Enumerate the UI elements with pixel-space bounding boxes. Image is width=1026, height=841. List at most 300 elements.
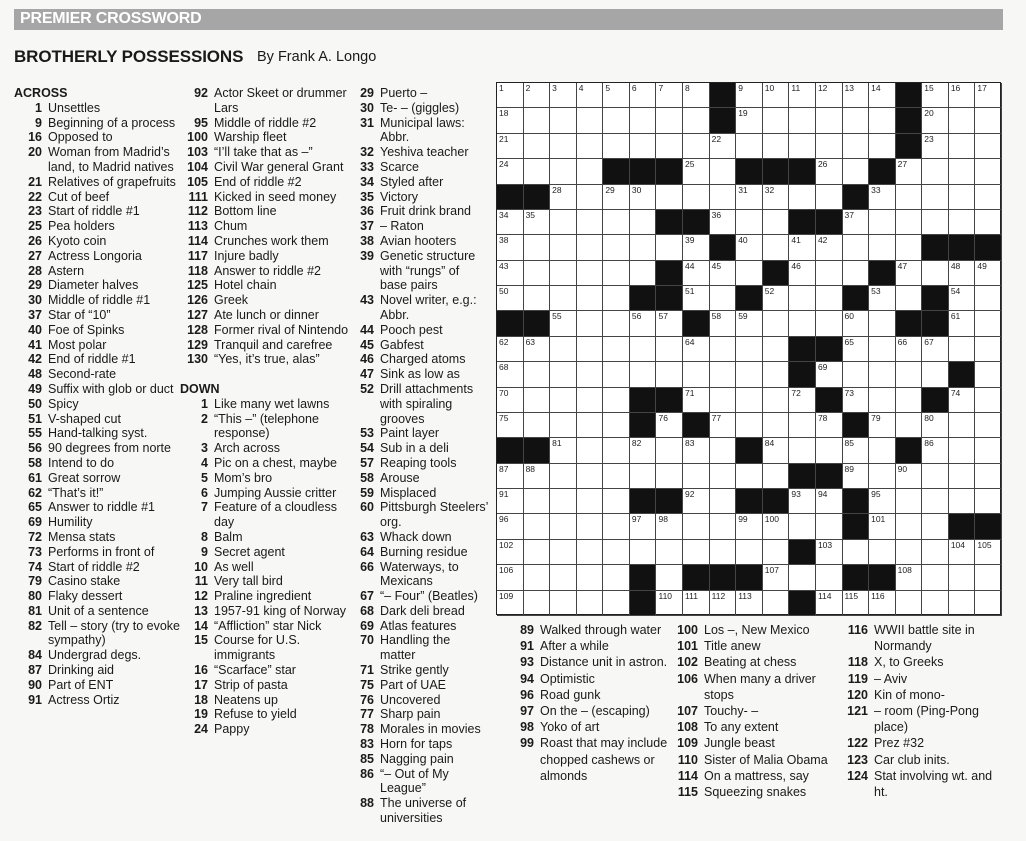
grid-cell[interactable]	[550, 159, 577, 184]
grid-cell[interactable]	[656, 134, 683, 159]
grid-cell[interactable]	[763, 413, 790, 438]
grid-cell[interactable]	[710, 134, 737, 159]
grid-cell[interactable]	[869, 388, 896, 413]
grid-cell[interactable]	[683, 235, 710, 260]
grid-cell[interactable]	[630, 108, 657, 133]
grid-cell[interactable]	[524, 565, 551, 590]
grid-cell[interactable]	[843, 108, 870, 133]
grid-cell[interactable]	[896, 159, 923, 184]
grid-cell[interactable]	[603, 261, 630, 286]
grid-cell[interactable]	[816, 134, 843, 159]
grid-cell[interactable]	[630, 235, 657, 260]
grid-cell[interactable]	[710, 362, 737, 387]
grid-cell[interactable]	[975, 413, 1002, 438]
grid-cell[interactable]	[577, 311, 604, 336]
grid-cell[interactable]	[550, 261, 577, 286]
grid-cell[interactable]	[683, 83, 710, 108]
grid-cell[interactable]	[949, 489, 976, 514]
grid-cell[interactable]	[656, 413, 683, 438]
grid-cell[interactable]	[603, 235, 630, 260]
grid-cell[interactable]	[789, 388, 816, 413]
grid-cell[interactable]	[683, 489, 710, 514]
grid-cell[interactable]	[577, 489, 604, 514]
grid-cell[interactable]	[975, 210, 1002, 235]
grid-cell[interactable]	[630, 185, 657, 210]
grid-cell[interactable]	[656, 514, 683, 539]
grid-cell[interactable]	[949, 261, 976, 286]
grid-cell[interactable]	[656, 108, 683, 133]
grid-cell[interactable]	[550, 108, 577, 133]
grid-cell[interactable]	[550, 591, 577, 616]
grid-cell[interactable]	[789, 311, 816, 336]
grid-cell[interactable]	[869, 108, 896, 133]
grid-cell[interactable]	[789, 185, 816, 210]
grid-cell[interactable]	[524, 362, 551, 387]
grid-cell[interactable]	[683, 362, 710, 387]
grid-cell[interactable]	[683, 438, 710, 463]
grid-cell[interactable]	[550, 311, 577, 336]
grid-cell[interactable]	[736, 83, 763, 108]
grid-cell[interactable]	[816, 514, 843, 539]
grid-cell[interactable]	[975, 464, 1002, 489]
grid-cell[interactable]	[975, 540, 1002, 565]
grid-cell[interactable]	[869, 362, 896, 387]
grid-cell[interactable]	[497, 235, 524, 260]
grid-cell[interactable]	[869, 540, 896, 565]
grid-cell[interactable]	[789, 565, 816, 590]
grid-cell[interactable]	[896, 464, 923, 489]
grid-cell[interactable]	[497, 464, 524, 489]
grid-cell[interactable]	[869, 83, 896, 108]
grid-cell[interactable]	[843, 591, 870, 616]
grid-cell[interactable]	[922, 413, 949, 438]
grid-cell[interactable]	[683, 464, 710, 489]
grid-cell[interactable]	[710, 185, 737, 210]
grid-cell[interactable]	[603, 438, 630, 463]
grid-cell[interactable]	[763, 185, 790, 210]
grid-cell[interactable]	[922, 159, 949, 184]
grid-cell[interactable]	[816, 261, 843, 286]
grid-cell[interactable]	[896, 591, 923, 616]
grid-cell[interactable]	[630, 261, 657, 286]
grid-cell[interactable]	[656, 311, 683, 336]
grid-cell[interactable]	[577, 388, 604, 413]
grid-cell[interactable]	[949, 388, 976, 413]
grid-cell[interactable]	[736, 464, 763, 489]
grid-cell[interactable]	[497, 159, 524, 184]
grid-cell[interactable]	[736, 134, 763, 159]
grid-cell[interactable]	[603, 185, 630, 210]
grid-cell[interactable]	[577, 235, 604, 260]
grid-cell[interactable]	[603, 464, 630, 489]
grid-cell[interactable]	[710, 286, 737, 311]
grid-cell[interactable]	[497, 362, 524, 387]
grid-cell[interactable]	[710, 261, 737, 286]
grid-cell[interactable]	[843, 464, 870, 489]
grid-cell[interactable]	[763, 438, 790, 463]
grid-cell[interactable]	[603, 311, 630, 336]
grid-cell[interactable]	[683, 134, 710, 159]
grid-cell[interactable]	[497, 388, 524, 413]
grid-cell[interactable]	[763, 388, 790, 413]
grid-cell[interactable]	[710, 210, 737, 235]
grid-cell[interactable]	[736, 185, 763, 210]
grid-cell[interactable]	[630, 514, 657, 539]
grid-cell[interactable]	[843, 540, 870, 565]
grid-cell[interactable]	[603, 286, 630, 311]
grid-cell[interactable]	[524, 413, 551, 438]
grid-cell[interactable]	[497, 134, 524, 159]
grid-cell[interactable]	[789, 514, 816, 539]
grid-cell[interactable]	[763, 591, 790, 616]
grid-cell[interactable]	[550, 337, 577, 362]
grid-cell[interactable]	[603, 362, 630, 387]
grid-cell[interactable]	[603, 565, 630, 590]
grid-cell[interactable]	[683, 185, 710, 210]
grid-cell[interactable]	[975, 388, 1002, 413]
grid-cell[interactable]	[550, 514, 577, 539]
grid-cell[interactable]	[524, 159, 551, 184]
grid-cell[interactable]	[577, 362, 604, 387]
grid-cell[interactable]	[736, 514, 763, 539]
grid-cell[interactable]	[789, 83, 816, 108]
grid-cell[interactable]	[843, 83, 870, 108]
grid-cell[interactable]	[843, 235, 870, 260]
grid-cell[interactable]	[869, 438, 896, 463]
grid-cell[interactable]	[949, 134, 976, 159]
grid-cell[interactable]	[603, 489, 630, 514]
grid-cell[interactable]	[656, 362, 683, 387]
grid-cell[interactable]	[975, 83, 1002, 108]
grid-cell[interactable]	[524, 388, 551, 413]
grid-cell[interactable]	[736, 337, 763, 362]
grid-cell[interactable]	[949, 108, 976, 133]
grid-cell[interactable]	[896, 286, 923, 311]
grid-cell[interactable]	[763, 362, 790, 387]
grid-cell[interactable]	[975, 438, 1002, 463]
grid-cell[interactable]	[603, 108, 630, 133]
grid-cell[interactable]	[922, 464, 949, 489]
grid-cell[interactable]	[869, 235, 896, 260]
grid-cell[interactable]	[577, 591, 604, 616]
grid-cell[interactable]	[843, 362, 870, 387]
grid-cell[interactable]	[949, 286, 976, 311]
grid-cell[interactable]	[789, 261, 816, 286]
grid-cell[interactable]	[603, 83, 630, 108]
grid-cell[interactable]	[683, 159, 710, 184]
grid-cell[interactable]	[896, 565, 923, 590]
grid-cell[interactable]	[843, 438, 870, 463]
grid-cell[interactable]	[922, 565, 949, 590]
grid-cell[interactable]	[922, 210, 949, 235]
grid-cell[interactable]	[524, 337, 551, 362]
grid-cell[interactable]	[550, 540, 577, 565]
grid-cell[interactable]	[869, 413, 896, 438]
grid-cell[interactable]	[869, 337, 896, 362]
grid-cell[interactable]	[736, 311, 763, 336]
grid-cell[interactable]	[710, 464, 737, 489]
grid-cell[interactable]	[789, 108, 816, 133]
grid-cell[interactable]	[550, 565, 577, 590]
grid-cell[interactable]	[949, 185, 976, 210]
grid-cell[interactable]	[896, 337, 923, 362]
grid-cell[interactable]	[843, 388, 870, 413]
grid-cell[interactable]	[763, 134, 790, 159]
grid-cell[interactable]	[550, 388, 577, 413]
grid-cell[interactable]	[816, 311, 843, 336]
grid-cell[interactable]	[816, 591, 843, 616]
grid-cell[interactable]	[816, 362, 843, 387]
grid-cell[interactable]	[710, 489, 737, 514]
grid-cell[interactable]	[577, 286, 604, 311]
grid-cell[interactable]	[630, 362, 657, 387]
grid-cell[interactable]	[843, 311, 870, 336]
grid-cell[interactable]	[922, 185, 949, 210]
grid-cell[interactable]	[630, 438, 657, 463]
grid-cell[interactable]	[816, 565, 843, 590]
grid-cell[interactable]	[603, 210, 630, 235]
grid-cell[interactable]	[577, 540, 604, 565]
grid-cell[interactable]	[524, 489, 551, 514]
grid-cell[interactable]	[550, 362, 577, 387]
grid-cell[interactable]	[577, 464, 604, 489]
grid-cell[interactable]	[816, 235, 843, 260]
grid-cell[interactable]	[603, 591, 630, 616]
grid-cell[interactable]	[630, 464, 657, 489]
grid-cell[interactable]	[869, 134, 896, 159]
grid-cell[interactable]	[843, 261, 870, 286]
grid-cell[interactable]	[550, 489, 577, 514]
grid-cell[interactable]	[577, 210, 604, 235]
grid-cell[interactable]	[683, 514, 710, 539]
grid-cell[interactable]	[843, 134, 870, 159]
grid-cell[interactable]	[763, 286, 790, 311]
grid-cell[interactable]	[603, 540, 630, 565]
grid-cell[interactable]	[630, 210, 657, 235]
grid-cell[interactable]	[524, 514, 551, 539]
grid-cell[interactable]	[524, 286, 551, 311]
grid-cell[interactable]	[683, 108, 710, 133]
grid-cell[interactable]	[603, 134, 630, 159]
grid-cell[interactable]	[683, 540, 710, 565]
grid-cell[interactable]	[550, 235, 577, 260]
grid-cell[interactable]	[843, 337, 870, 362]
grid-cell[interactable]	[630, 337, 657, 362]
grid-cell[interactable]	[949, 413, 976, 438]
grid-cell[interactable]	[763, 540, 790, 565]
grid-cell[interactable]	[816, 286, 843, 311]
grid-cell[interactable]	[577, 108, 604, 133]
grid-cell[interactable]	[922, 591, 949, 616]
grid-cell[interactable]	[524, 540, 551, 565]
grid-cell[interactable]	[577, 337, 604, 362]
grid-cell[interactable]	[656, 235, 683, 260]
grid-cell[interactable]	[896, 388, 923, 413]
grid-cell[interactable]	[656, 337, 683, 362]
grid-cell[interactable]	[550, 438, 577, 463]
grid-cell[interactable]	[497, 565, 524, 590]
grid-cell[interactable]	[656, 540, 683, 565]
grid-cell[interactable]	[656, 185, 683, 210]
grid-cell[interactable]	[949, 83, 976, 108]
grid-cell[interactable]	[949, 591, 976, 616]
grid-cell[interactable]	[577, 438, 604, 463]
grid-cell[interactable]	[577, 83, 604, 108]
grid-cell[interactable]	[736, 210, 763, 235]
grid-cell[interactable]	[869, 185, 896, 210]
grid-cell[interactable]	[603, 413, 630, 438]
grid-cell[interactable]	[550, 134, 577, 159]
grid-cell[interactable]	[843, 159, 870, 184]
grid-cell[interactable]	[843, 210, 870, 235]
grid-cell[interactable]	[869, 311, 896, 336]
grid-cell[interactable]	[869, 489, 896, 514]
grid-cell[interactable]	[789, 235, 816, 260]
grid-cell[interactable]	[869, 286, 896, 311]
grid-cell[interactable]	[922, 362, 949, 387]
grid-cell[interactable]	[524, 235, 551, 260]
grid-cell[interactable]	[763, 210, 790, 235]
grid-cell[interactable]	[869, 210, 896, 235]
grid-cell[interactable]	[683, 388, 710, 413]
grid-cell[interactable]	[869, 464, 896, 489]
grid-cell[interactable]	[577, 413, 604, 438]
grid-cell[interactable]	[603, 514, 630, 539]
grid-cell[interactable]	[789, 134, 816, 159]
grid-cell[interactable]	[922, 489, 949, 514]
grid-cell[interactable]	[896, 514, 923, 539]
grid-cell[interactable]	[816, 159, 843, 184]
grid-cell[interactable]	[497, 108, 524, 133]
grid-cell[interactable]	[550, 83, 577, 108]
grid-cell[interactable]	[736, 388, 763, 413]
grid-cell[interactable]	[630, 134, 657, 159]
grid-cell[interactable]	[683, 337, 710, 362]
grid-cell[interactable]	[896, 413, 923, 438]
grid-cell[interactable]	[710, 388, 737, 413]
grid-cell[interactable]	[922, 438, 949, 463]
grid-cell[interactable]	[816, 413, 843, 438]
grid-cell[interactable]	[497, 210, 524, 235]
grid-cell[interactable]	[869, 514, 896, 539]
grid-cell[interactable]	[524, 108, 551, 133]
grid-cell[interactable]	[603, 337, 630, 362]
grid-cell[interactable]	[949, 540, 976, 565]
grid-cell[interactable]	[710, 514, 737, 539]
grid-cell[interactable]	[922, 108, 949, 133]
grid-cell[interactable]	[975, 337, 1002, 362]
grid-cell[interactable]	[922, 337, 949, 362]
grid-cell[interactable]	[710, 540, 737, 565]
grid-cell[interactable]	[524, 134, 551, 159]
grid-cell[interactable]	[949, 159, 976, 184]
grid-cell[interactable]	[524, 261, 551, 286]
grid-cell[interactable]	[816, 438, 843, 463]
grid-cell[interactable]	[497, 489, 524, 514]
grid-cell[interactable]	[816, 540, 843, 565]
grid-cell[interactable]	[922, 261, 949, 286]
grid-cell[interactable]	[656, 591, 683, 616]
grid-cell[interactable]	[975, 159, 1002, 184]
grid-cell[interactable]	[896, 185, 923, 210]
grid-cell[interactable]	[763, 565, 790, 590]
grid-cell[interactable]	[896, 540, 923, 565]
grid-cell[interactable]	[816, 489, 843, 514]
grid-cell[interactable]	[524, 83, 551, 108]
grid-cell[interactable]	[975, 108, 1002, 133]
grid-cell[interactable]	[922, 514, 949, 539]
grid-cell[interactable]	[497, 540, 524, 565]
grid-cell[interactable]	[949, 464, 976, 489]
grid-cell[interactable]	[550, 464, 577, 489]
grid-cell[interactable]	[736, 235, 763, 260]
grid-cell[interactable]	[710, 591, 737, 616]
grid-cell[interactable]	[656, 438, 683, 463]
grid-cell[interactable]	[763, 464, 790, 489]
grid-cell[interactable]	[736, 591, 763, 616]
grid-cell[interactable]	[656, 565, 683, 590]
grid-cell[interactable]	[949, 565, 976, 590]
grid-cell[interactable]	[922, 83, 949, 108]
grid-cell[interactable]	[550, 185, 577, 210]
grid-cell[interactable]	[683, 261, 710, 286]
grid-cell[interactable]	[896, 362, 923, 387]
grid-cell[interactable]	[975, 565, 1002, 590]
grid-cell[interactable]	[896, 235, 923, 260]
grid-cell[interactable]	[896, 489, 923, 514]
grid-cell[interactable]	[710, 337, 737, 362]
grid-cell[interactable]	[896, 261, 923, 286]
grid-cell[interactable]	[975, 261, 1002, 286]
grid-cell[interactable]	[577, 261, 604, 286]
grid-cell[interactable]	[975, 311, 1002, 336]
grid-cell[interactable]	[763, 311, 790, 336]
grid-cell[interactable]	[949, 438, 976, 463]
grid-cell[interactable]	[789, 489, 816, 514]
grid-cell[interactable]	[710, 311, 737, 336]
grid-cell[interactable]	[816, 83, 843, 108]
grid-cell[interactable]	[550, 210, 577, 235]
grid-cell[interactable]	[497, 83, 524, 108]
grid-cell[interactable]	[949, 311, 976, 336]
grid-cell[interactable]	[577, 159, 604, 184]
grid-cell[interactable]	[736, 362, 763, 387]
grid-cell[interactable]	[975, 591, 1002, 616]
grid-cell[interactable]	[497, 514, 524, 539]
grid-cell[interactable]	[577, 514, 604, 539]
grid-cell[interactable]	[683, 591, 710, 616]
grid-cell[interactable]	[497, 591, 524, 616]
grid-cell[interactable]	[763, 108, 790, 133]
grid-cell[interactable]	[736, 108, 763, 133]
grid-cell[interactable]	[975, 185, 1002, 210]
grid-cell[interactable]	[736, 413, 763, 438]
grid-cell[interactable]	[710, 159, 737, 184]
grid-cell[interactable]	[789, 413, 816, 438]
grid-cell[interactable]	[816, 108, 843, 133]
grid-cell[interactable]	[763, 235, 790, 260]
grid-cell[interactable]	[656, 83, 683, 108]
grid-cell[interactable]	[763, 337, 790, 362]
grid-cell[interactable]	[497, 261, 524, 286]
grid-cell[interactable]	[577, 185, 604, 210]
grid-cell[interactable]	[656, 464, 683, 489]
grid-cell[interactable]	[922, 540, 949, 565]
grid-cell[interactable]	[497, 286, 524, 311]
grid-cell[interactable]	[550, 413, 577, 438]
grid-cell[interactable]	[816, 185, 843, 210]
grid-cell[interactable]	[577, 565, 604, 590]
